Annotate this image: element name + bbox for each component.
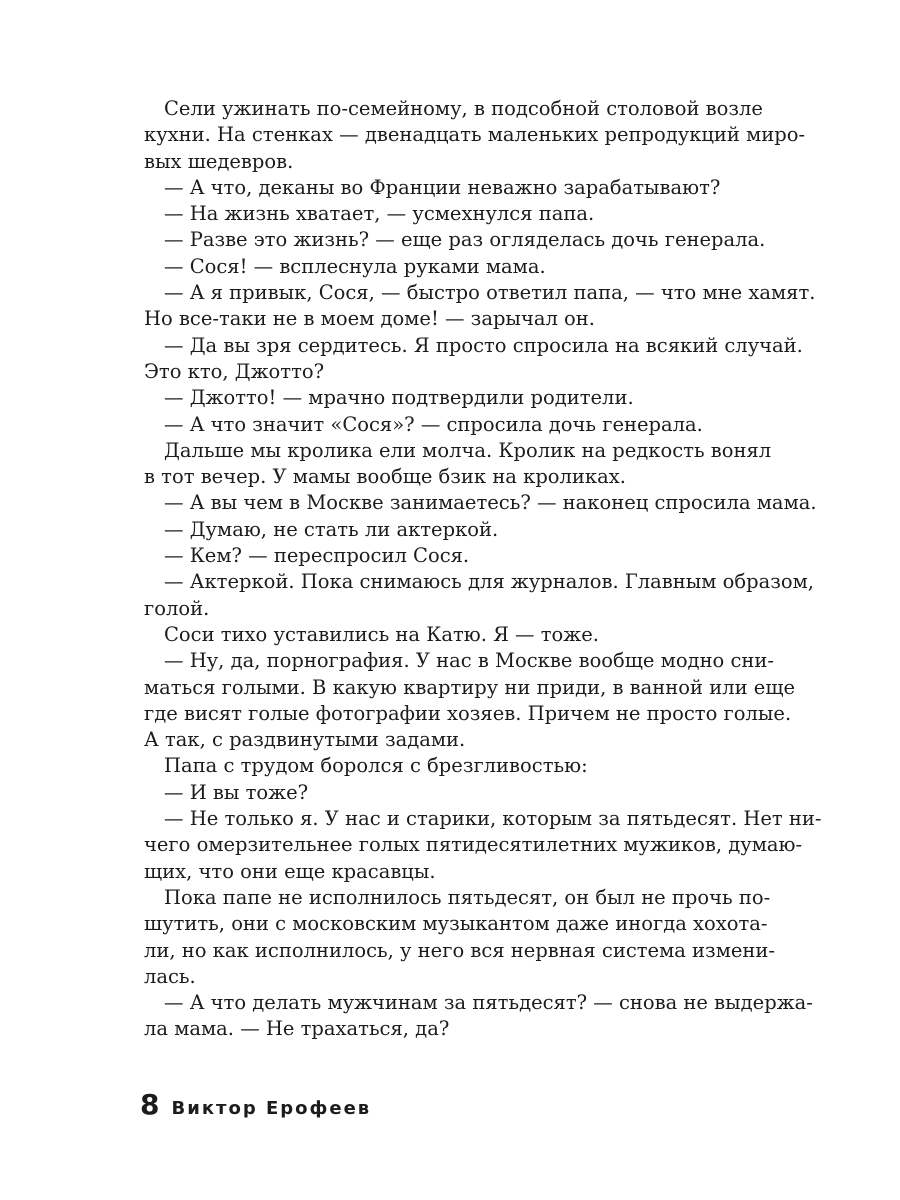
text-line: ла мама. — Не трахаться, да? [144, 1017, 450, 1041]
running-footer [140, 1088, 371, 1122]
text-line: — Сося! — всплеснула руками мама. [164, 254, 546, 278]
text-line: Сели ужинать по-семейному, в подсобной столовой возле [164, 97, 763, 120]
text-line: — И вы тоже? [164, 780, 309, 804]
text-line: — Джотто! — мрачно подтвердили родители. [164, 386, 634, 410]
text-line: Но все-таки не в моем доме! — зарычал он. [144, 307, 595, 331]
text-line: — А вы чем в Москве занимаетесь? — наконец спросила мама. [164, 491, 817, 515]
text-line: ли, но как исполнилось, у него вся нервная система измени- [144, 938, 775, 962]
text-line: лась. [144, 964, 196, 988]
text-line: маться голыми. В какую квартиру ни приди, в ванной или еще [144, 675, 796, 699]
text-line: в тот вечер. У мамы вообще бзик на кроликах. [144, 465, 626, 489]
text-line: — А что значит «Сося»? — спросила дочь генерала. [164, 412, 703, 436]
text-line: голой. [144, 596, 210, 620]
text-line: — Актеркой. Пока снимаюсь для журналов. Главным образом, [164, 570, 814, 594]
text-line: чего омерзительнее голых пятидесятилетних мужиков, думаю- [144, 833, 803, 857]
text-line: — Разве это жизнь? — еще раз огляделась дочь генерала. [164, 228, 766, 252]
text-line: — Не только я. У нас и старики, которым за пятьдесят. Нет ни- [164, 807, 822, 831]
text-line: шутить, они с московским музыкантом даже иногда хохота- [144, 912, 768, 936]
text-line: — А я привык, Сося, — быстро ответил папа, — что мне хамят. [164, 281, 816, 305]
text-line: — А что, деканы во Франции неважно зарабатывают? [164, 175, 721, 199]
text-line: Пока папе не исполнилось пятьдесят, он был не прочь по- [164, 885, 771, 909]
page-number: 8 [140, 1088, 160, 1121]
text-line: — Ну, да, порнография. У нас в Москве вообще модно сни- [164, 649, 775, 673]
text-line: — Да вы зря сердитесь. Я просто спросила на всякий случай. [164, 333, 803, 357]
text-line: вых шедевров. [144, 149, 294, 173]
text-line: А так, с раздвинутыми задами. [144, 728, 466, 752]
text-line: Папа с трудом боролся с брезгливостью: [164, 754, 588, 778]
text-line: — Думаю, не стать ли актеркой. [164, 517, 499, 541]
text-line: Это кто, Джотто? [144, 359, 325, 383]
text-line: кухни. На стенках — двенадцать маленьких репродукций миро- [144, 123, 806, 147]
text-line: — А что делать мужчинам за пятьдесят? — снова не выдержа- [164, 991, 813, 1015]
body-text [144, 96, 822, 1043]
text-line: щих, что они еще красавцы. [144, 859, 436, 883]
running-author: Виктор Ерофеев [171, 1098, 372, 1119]
text-line: — Кем? — переспросил Сося. [164, 544, 470, 568]
text-line: Дальше мы кролика ели молча. Кролик на редкость вонял [164, 438, 772, 462]
text-line: — На жизнь хватает, — усмехнулся папа. [164, 202, 595, 226]
text-line: где висят голые фотографии хозяев. Причем не просто голые. [144, 701, 792, 725]
text-line: Соси тихо уставились на Катю. Я — тоже. [164, 622, 599, 646]
